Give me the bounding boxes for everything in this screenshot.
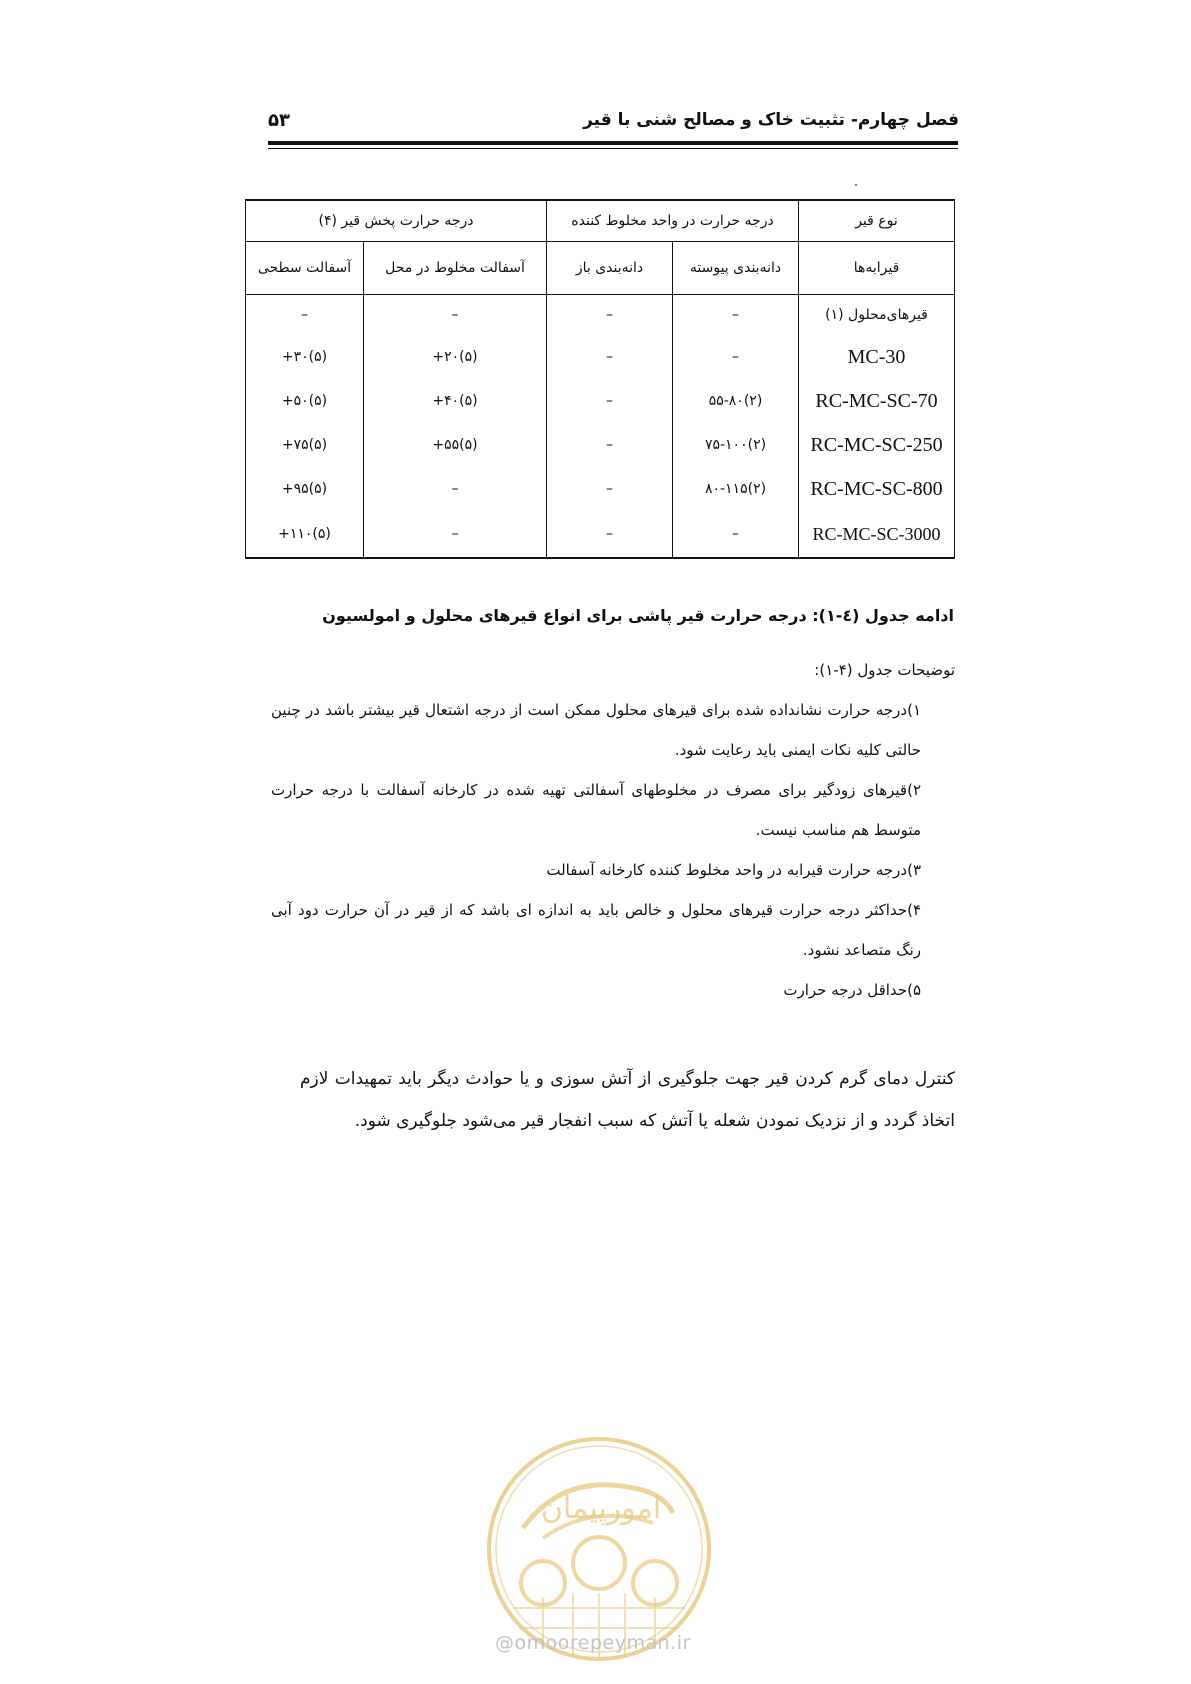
cell-road: – <box>364 467 547 511</box>
at-icon: @ <box>495 1632 515 1654</box>
cell-dense: (۲)۵۵-۸۰ <box>673 379 799 423</box>
temperature-table <box>245 199 955 559</box>
header-dense-graded: دانه‌بندی پیوسته <box>673 242 799 295</box>
note-item: ۴)حداکثر درجه حرارت قیرهای محلول و خالص باید به اندازه ای باشد که از قیر در آن حرارت دود آبی رنگ متصاعد نشود. <box>271 901 921 959</box>
header-open-graded: دانه‌بندی باز <box>547 242 673 295</box>
header-type: نوع قیر <box>799 200 955 242</box>
header-rule-thin <box>268 148 958 149</box>
table-row <box>246 335 955 379</box>
cell-dense: (۲)۸۰-۱۱۵ <box>673 467 799 511</box>
header-rule-thick <box>268 141 958 145</box>
note-item: ۳)درجه حرارت قیرابه در واحد مخلوط کننده کارخانه آسفالت <box>546 861 921 879</box>
cell-surface: (۵)۱۱۰+ <box>246 511 364 558</box>
note-item: ۱)درجه حرارت نشانداده شده برای قیرهای محلول ممکن است از درجه اشتعال قیر بیشتر باشد در چنین حالتی کلیه نکات ایمنی باید رعایت شود. <box>271 701 921 759</box>
cell-type: RC-MC-SC-3000 <box>799 511 955 558</box>
table-row <box>246 511 955 558</box>
cell-open: – <box>547 511 673 558</box>
cell-dense: – <box>673 295 799 336</box>
cell-open: – <box>547 467 673 511</box>
cell-dense: – <box>673 511 799 558</box>
cell-type: قیرهای‌محلول (۱) <box>799 295 955 336</box>
cell-surface: (۵)۳۰+ <box>246 335 364 379</box>
cell-road: (۵)۵۵+ <box>364 423 547 467</box>
header-mixing-temp: درجه حرارت در واحد مخلوط کننده <box>547 200 799 242</box>
cell-open: – <box>547 335 673 379</box>
watermark-url <box>495 1632 691 1654</box>
header-spray-temp: درجه حرارت پخش قیر (۴) <box>246 200 547 242</box>
header-surface: آسفالت سطحی <box>246 242 364 295</box>
cell-open: – <box>547 295 673 336</box>
note-item: ۲)قیرهای زودگیر برای مصرف در مخلوطهای آسفالتی تهیه شده در کارخانه آسفالت با درجه حرارت متوسط هم مناسب نیست. <box>271 781 921 839</box>
chapter-title: فصل چهارم- تثبیت خاک و مصالح شنی با قیر <box>583 110 959 130</box>
notes-title: توضیحات جدول (۴-۱): <box>814 661 955 679</box>
cell-surface: (۵)۷۵+ <box>246 423 364 467</box>
table-row <box>246 379 955 423</box>
cell-type: MC-30 <box>799 335 955 379</box>
cell-dense: – <box>673 335 799 379</box>
cell-open: – <box>547 423 673 467</box>
notes-list <box>271 690 921 1010</box>
table-row <box>246 467 955 511</box>
note-item: ۵)حداقل درجه حرارت <box>783 981 921 999</box>
cell-dense: (۲)۷۵-۱۰۰ <box>673 423 799 467</box>
seal-logo <box>483 1433 715 1665</box>
cell-road: (۵)۴۰+ <box>364 379 547 423</box>
cell-open: – <box>547 379 673 423</box>
header-road-mix: آسفالت مخلوط در محل <box>364 242 547 295</box>
table-caption: ادامه جدول (٤-١): درجه حرارت قیر پاشی برای انواع قیرهای محلول و امولسیون <box>322 606 954 625</box>
cell-road: – <box>364 511 547 558</box>
header-emulsions: قیرابه‌ها <box>799 242 955 295</box>
table-row <box>246 423 955 467</box>
cell-road: (۵)۲۰+ <box>364 335 547 379</box>
cell-road: – <box>364 295 547 336</box>
page-number: ۵۳ <box>268 110 290 131</box>
speck <box>855 184 857 186</box>
seal-text: امورپیمان <box>540 1491 662 1526</box>
body-paragraph: کنترل دمای گرم کردن قیر جهت جلوگیری از آتش سوزی و یا حوادث دیگر باید تمهیدات لازم اتخاذ گردد و از نزدیک نمودن شعله یا آتش که سبب انفجار قیر می‌شود جلوگیری شود. <box>300 1069 955 1131</box>
cell-type: RC-MC-SC-800 <box>799 467 955 511</box>
watermark-url-text: omoorepeyman.ir <box>514 1632 691 1654</box>
cell-type: RC-MC-SC-70 <box>799 379 955 423</box>
table-row <box>246 295 955 336</box>
cell-surface: – <box>246 295 364 336</box>
cell-surface: (۵)۹۵+ <box>246 467 364 511</box>
cell-type: RC-MC-SC-250 <box>799 423 955 467</box>
cell-surface: (۵)۵۰+ <box>246 379 364 423</box>
